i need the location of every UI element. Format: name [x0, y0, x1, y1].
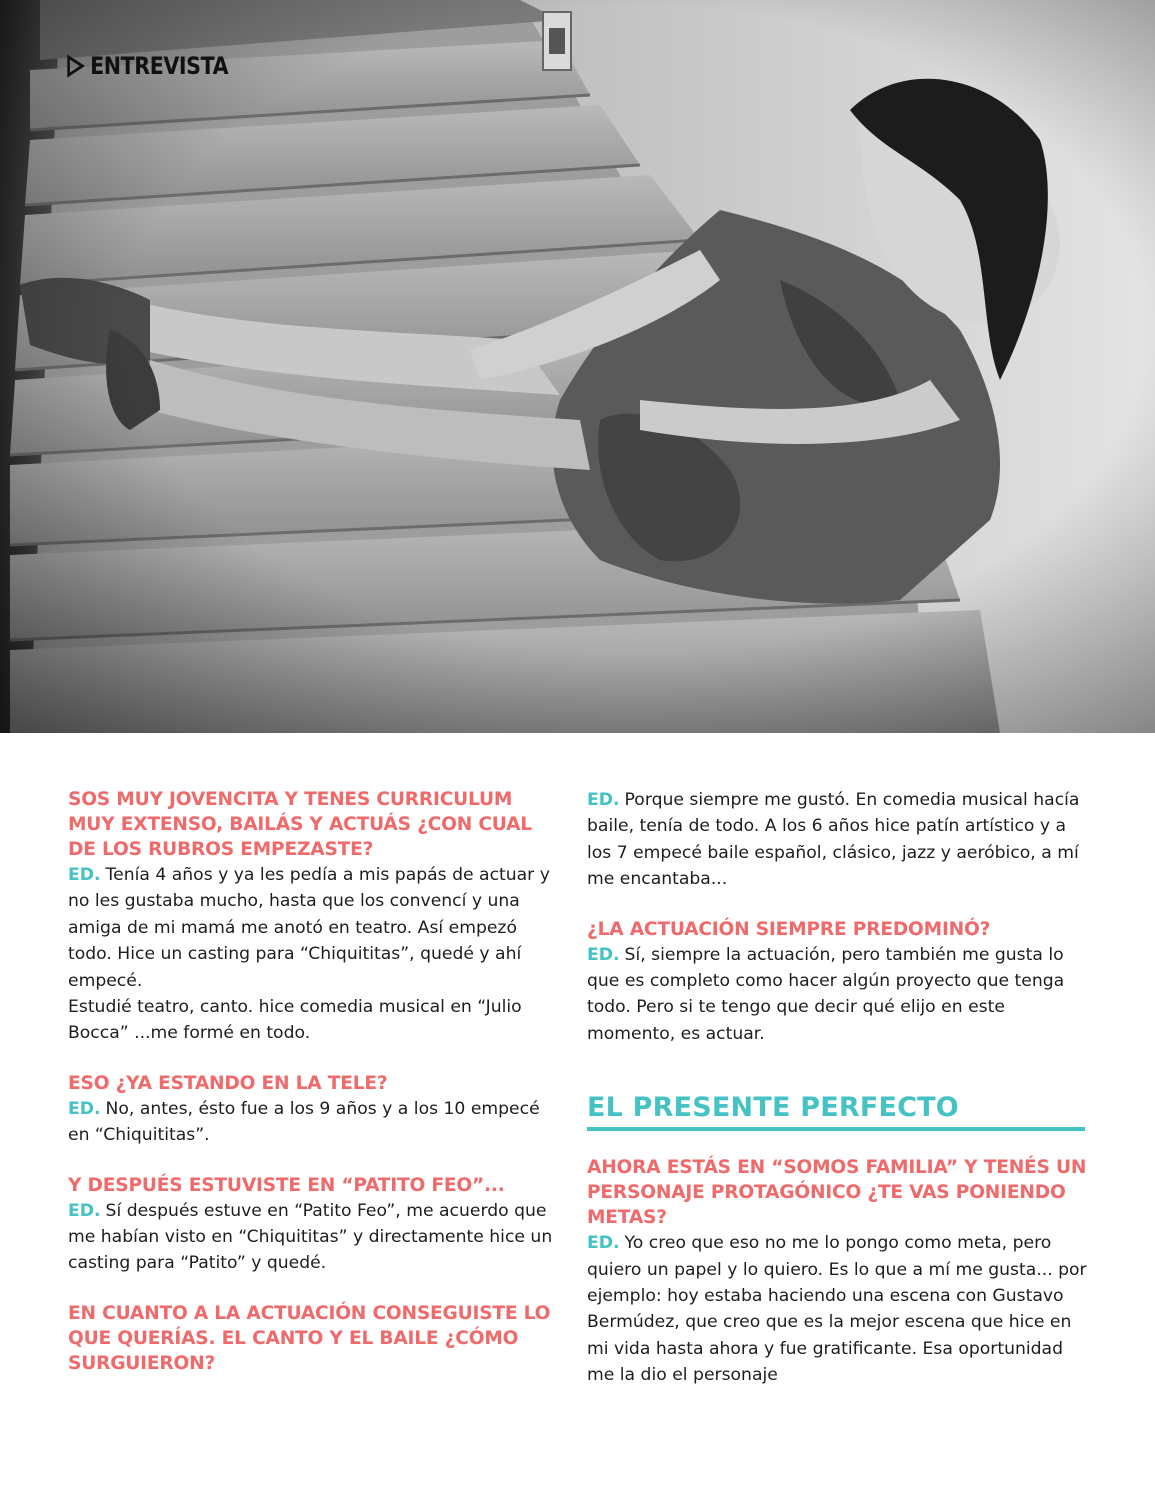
answer-3-text: Sí después estuve en “Patito Feo”, me acuerdo que me habían visto en “Chiquititas” y directamente hice un casting para “Patito” y quedé. [68, 1200, 553, 1274]
section-tag-label: ENTREVISTA [90, 52, 229, 80]
answer-prefix: ED. [587, 944, 620, 965]
question-6: AHORA ESTÁS EN “SOMOS FAMILIA” Y TENÉS UN PERSONAJE PROTAGÓNICO ¿TE VAS PONIENDO METAS? [587, 1157, 1087, 1229]
section-tag [66, 52, 228, 80]
answer-2-text: No, antes, ésto fue a los 9 años y a los 10 empecé en “Chiquititas”. [68, 1098, 540, 1146]
answer-prefix: ED. [68, 1200, 101, 1221]
answer-6-text: Yo creo que eso no me lo pongo como meta, pero quiero un papel y lo quiero. Es lo que a mí me gusta... por ejemplo: hoy estaba haciendo una escena con Gustavo Bermúdez, que creo que es la mejor escena que hice en mi vida hasta ahora y fue gratificante. Esa oportunidad me la dio el personaje [587, 1233, 1087, 1386]
left-column [68, 787, 563, 1376]
question-3: Y DESPUÉS ESTUVISTE EN “PATITO FEO”... [68, 1174, 505, 1196]
answer-4 [587, 787, 1087, 893]
answer-1 [68, 862, 563, 994]
question-2: ESO ¿YA ESTANDO EN LA TELE? [68, 1072, 388, 1094]
play-triangle-outline-icon [66, 54, 85, 78]
answer-prefix: ED. [587, 790, 620, 810]
section-heading: EL PRESENTE PERFECTO [587, 1092, 959, 1124]
cover-photo [0, 0, 1155, 733]
answer-2 [68, 1096, 563, 1149]
answer-1b: Estudié teatro, canto. hice comedia musical en “Julio Bocca” ...me formé en todo. [68, 997, 522, 1044]
answer-4-text: Porque siempre me gustó. En comedia musical hacía baile, tenía de todo. A los 6 años hice patín artístico y a los 7 empecé baile español, clásico, jazz y aeróbico, a mí me encantaba... [587, 790, 1080, 890]
answer-6 [587, 1230, 1087, 1388]
answer-5 [587, 942, 1087, 1048]
answer-1-text: Tenía 4 años y ya les pedía a mis papás de actuar y no les gustaba mucho, hasta que los convencí y una amiga de mi mamá me anotó en teatro. Así empezó todo. Hice un casting para “Chiquititas”, quedé y ahí empecé. [68, 865, 550, 991]
answer-prefix: ED. [587, 1233, 620, 1254]
answer-5-text: Sí, siempre la actuación, pero también me gusta lo que es completo como hacer algún proyecto que tenga todo. Pero si te tengo que decir qué elijo en este momento, es actuar. [587, 944, 1065, 1044]
answer-prefix: ED. [68, 1098, 101, 1119]
right-column [587, 787, 1087, 1389]
heading-rule [587, 1127, 1085, 1131]
answer-3 [68, 1198, 563, 1277]
question-4: EN CUANTO A LA ACTUACIÓN CONSEGUISTE LO QUE QUERÍAS. EL CANTO Y EL BAILE ¿CÓMO SURGUIERON? [68, 1302, 551, 1374]
question-5: ¿LA ACTUACIÓN SIEMPRE PREDOMINÓ? [587, 918, 991, 940]
answer-prefix: ED. [68, 865, 101, 885]
photo-woman-sitting-on-stairs-icon [0, 0, 1155, 733]
question-1: SOS MUY JOVENCITA Y TENES CURRICULUM MUY EXTENSO, BAILÁS Y ACTUÁS ¿CON CUAL DE LOS RUBROS EMPEZASTE? [68, 789, 532, 860]
